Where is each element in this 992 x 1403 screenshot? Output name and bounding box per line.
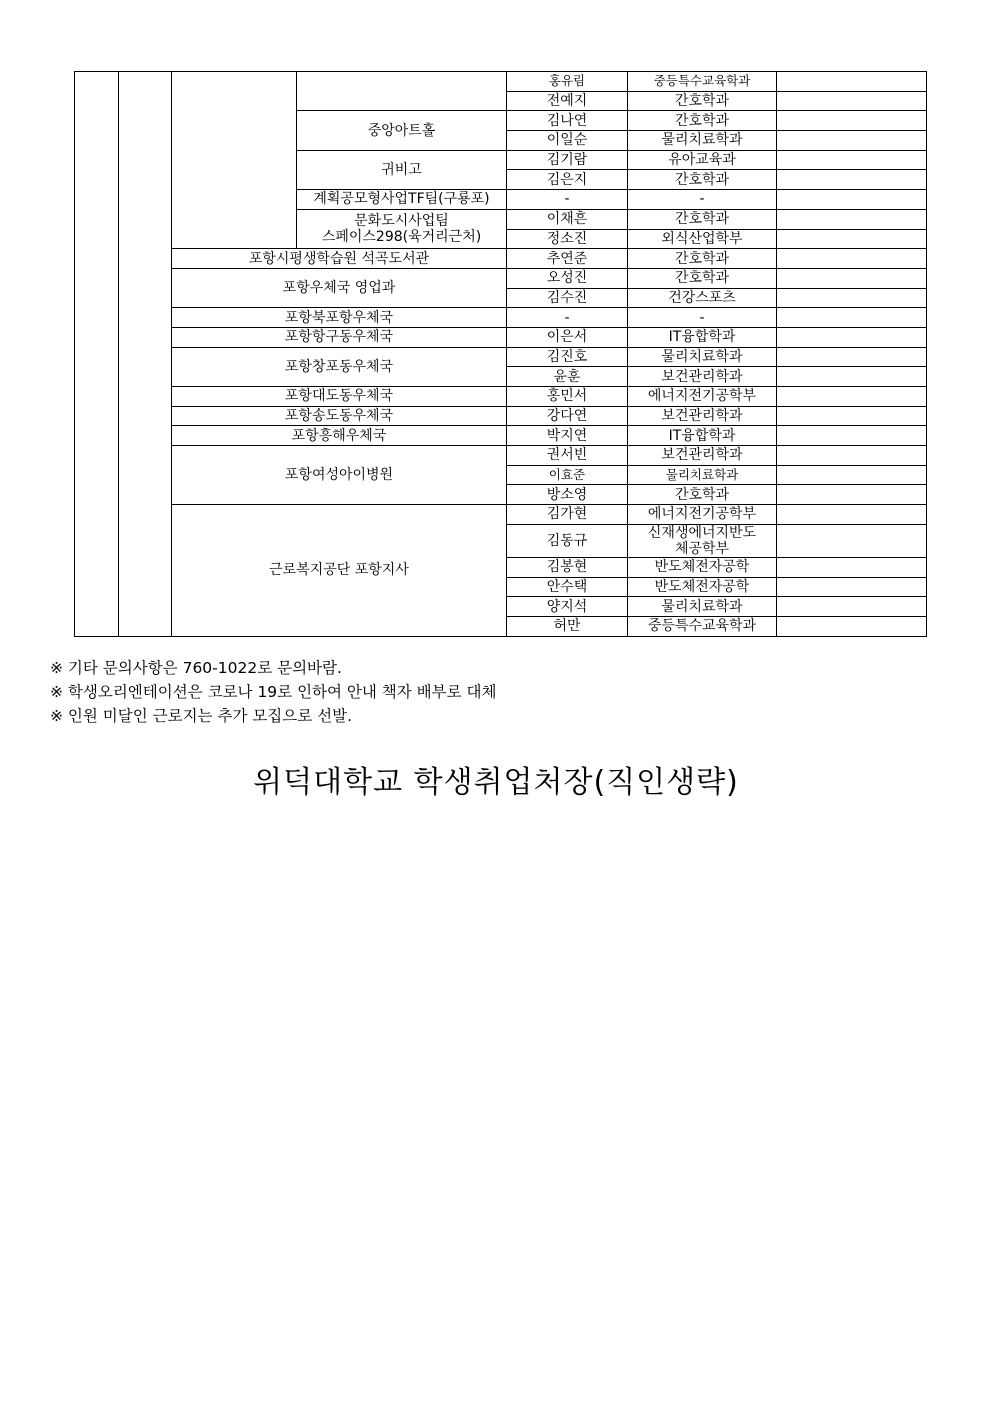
student-name: 강다연 (507, 406, 628, 426)
student-department: 보건관리학과 (628, 406, 777, 426)
student-department: 물리치료학과 (628, 347, 777, 367)
extra-cell (777, 465, 927, 485)
student-department: 간호학과 (628, 111, 777, 131)
blank-col-3 (172, 72, 297, 249)
table-row (75, 387, 927, 407)
student-department: 에너지전기공학부 (628, 505, 777, 525)
extra-cell (777, 387, 927, 407)
student-name: 권서빈 (507, 446, 628, 466)
student-department: 중등특수교육학과 (628, 616, 777, 636)
student-name: 박지연 (507, 426, 628, 446)
student-department: 간호학과 (628, 170, 777, 190)
student-placement-table (74, 71, 927, 637)
extra-cell (777, 268, 927, 288)
blank-place-cell (297, 72, 507, 111)
place-hanggudong-post: 포항항구동우체국 (172, 327, 507, 347)
student-name: 이효준 (507, 465, 628, 485)
extra-cell (777, 131, 927, 151)
student-name: 오성진 (507, 268, 628, 288)
place-culture-city (297, 209, 507, 248)
student-name: - (507, 308, 628, 328)
student-name: 이은서 (507, 327, 628, 347)
note-orientation: ※ 학생오리엔테이션은 코로나 19로 인하여 안내 책자 배부로 대체 (50, 683, 497, 701)
table-row (75, 347, 927, 367)
extra-cell (777, 347, 927, 367)
student-department: 유아교육과 (628, 150, 777, 170)
extra-cell (777, 229, 927, 249)
student-department: 보건관리학과 (628, 446, 777, 466)
table-row (75, 446, 927, 466)
student-name: 김은지 (507, 170, 628, 190)
extra-cell (777, 72, 927, 92)
student-department: 보건관리학과 (628, 367, 777, 387)
student-name: 김동규 (507, 524, 628, 557)
student-name: - (507, 190, 628, 210)
student-name: 허만 (507, 616, 628, 636)
issuer-signature: 위덕대학교 학생취업처장(직인생략) (253, 765, 739, 800)
student-department: 간호학과 (628, 249, 777, 269)
student-department: 반도체전자공학 (628, 557, 777, 577)
student-name: 김진호 (507, 347, 628, 367)
table-row (75, 72, 927, 92)
place-bukpohang-post: 포항북포항우체국 (172, 308, 507, 328)
extra-cell (777, 190, 927, 210)
place-comwel-pohang: 근로복지공단 포항지사 (172, 505, 507, 636)
place-daedo-post: 포항대도동우체국 (172, 387, 507, 407)
extra-cell (777, 616, 927, 636)
place-gwibigo: 귀비고 (297, 150, 507, 189)
student-department: 물리치료학과 (628, 597, 777, 617)
student-name: 김수진 (507, 288, 628, 308)
student-name: 홍유림 (507, 72, 628, 92)
student-department: 건강스포츠 (628, 288, 777, 308)
table-row (75, 406, 927, 426)
student-department (628, 524, 777, 557)
student-name: 김봉현 (507, 557, 628, 577)
student-name: 방소영 (507, 485, 628, 505)
place-culture-city-line2: 스페이스298(육거리근처) (321, 229, 482, 245)
extra-cell (777, 557, 927, 577)
extra-cell (777, 367, 927, 387)
student-department: 물리치료학과 (628, 465, 777, 485)
extra-cell (777, 597, 927, 617)
table-row (75, 249, 927, 269)
place-culture-city-line1: 문화도시사업팀 (354, 213, 449, 229)
table-row (75, 268, 927, 288)
blank-col-1 (75, 72, 119, 637)
place-songdo-post: 포항송도동우체국 (172, 406, 507, 426)
extra-cell (777, 485, 927, 505)
student-name: 이채흔 (507, 209, 628, 229)
student-department: IT융합학과 (628, 327, 777, 347)
student-department: 물리치료학과 (628, 131, 777, 151)
extra-cell (777, 426, 927, 446)
extra-cell (777, 249, 927, 269)
extra-cell (777, 170, 927, 190)
extra-cell (777, 505, 927, 525)
extra-cell (777, 577, 927, 597)
student-name: 전예지 (507, 91, 628, 111)
student-department: - (628, 308, 777, 328)
student-name: 안수택 (507, 577, 628, 597)
department-line: 체공학부 (674, 540, 730, 557)
student-name: 추연준 (507, 249, 628, 269)
note-recruitment: ※ 인원 미달인 근로지는 추가 모집으로 선발. (50, 707, 353, 725)
student-department: 간호학과 (628, 209, 777, 229)
notes (50, 656, 496, 728)
blank-col-2 (119, 72, 172, 637)
extra-cell (777, 446, 927, 466)
student-department: 반도체전자공학 (628, 577, 777, 597)
place-central-art-hall: 중앙아트홀 (297, 111, 507, 150)
extra-cell (777, 91, 927, 111)
table-row (75, 426, 927, 446)
student-name: 김기람 (507, 150, 628, 170)
place-post-sales: 포항우체국 영업과 (172, 268, 507, 307)
student-name: 김나연 (507, 111, 628, 131)
note-inquiry: ※ 기타 문의사항은 760-1022로 문의바람. (50, 659, 342, 677)
student-name: 홍민서 (507, 387, 628, 407)
student-department: 외식산업학부 (628, 229, 777, 249)
department-line: 신재생에너지반도 (647, 524, 757, 541)
student-name: 양지석 (507, 597, 628, 617)
extra-cell (777, 288, 927, 308)
extra-cell (777, 524, 927, 557)
place-planning-tf: 계획공모형사업TF팀(구룡포) (297, 190, 507, 210)
extra-cell (777, 308, 927, 328)
student-department: - (628, 190, 777, 210)
student-name: 정소진 (507, 229, 628, 249)
extra-cell (777, 209, 927, 229)
place-changpo-post: 포항창포동우체국 (172, 347, 507, 386)
place-heunghae-post: 포항흥해우체국 (172, 426, 507, 446)
student-department: 간호학과 (628, 91, 777, 111)
extra-cell (777, 111, 927, 131)
place-seokgok-library: 포항시평생학습원 석곡도서관 (172, 249, 507, 269)
student-name: 이일순 (507, 131, 628, 151)
extra-cell (777, 150, 927, 170)
extra-cell (777, 406, 927, 426)
student-department: 간호학과 (628, 485, 777, 505)
student-department: 중등특수교육학과 (628, 72, 777, 92)
table-row (75, 308, 927, 328)
table-row (75, 505, 927, 525)
place-women-children-hospital: 포항여성아이병원 (172, 446, 507, 505)
table-row (75, 327, 927, 347)
student-name: 김가현 (507, 505, 628, 525)
student-department: IT융합학과 (628, 426, 777, 446)
student-department: 간호학과 (628, 268, 777, 288)
student-department: 에너지전기공학부 (628, 387, 777, 407)
extra-cell (777, 327, 927, 347)
student-name: 윤훈 (507, 367, 628, 387)
